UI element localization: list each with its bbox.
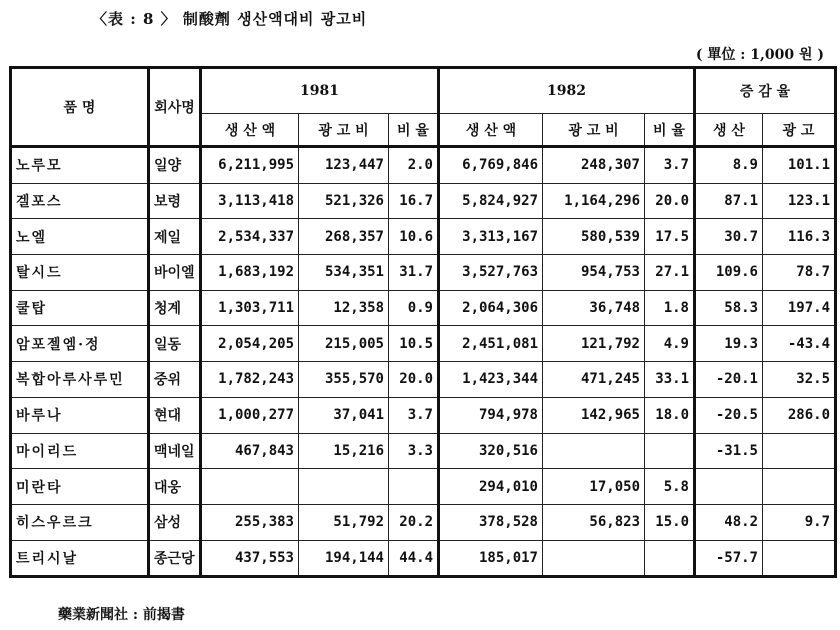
- product-header: 품 명: [11, 68, 149, 147]
- ratio-1982: 1.8: [645, 290, 695, 326]
- advertising-1981: 194,144: [299, 540, 389, 577]
- production-1981: 1,782,243: [201, 362, 299, 398]
- unit-note: ( 單位 : 1,000 원 ): [695, 47, 824, 63]
- table-row: [11, 433, 836, 469]
- change-production: 87.1: [695, 183, 763, 219]
- ratio-1982: 17.5: [645, 219, 695, 255]
- production-1982: 3,527,763: [439, 255, 543, 291]
- production-1982-header: 생 산 액: [439, 114, 543, 147]
- product-name: 트리시날: [11, 540, 149, 577]
- ratio-1982: 18.0: [645, 397, 695, 433]
- ratio-1982: 27.1: [645, 255, 695, 291]
- ratio-1981-header: 비 율: [389, 114, 439, 147]
- advertising-1982: 580,539: [543, 219, 645, 255]
- table-row: [11, 469, 836, 505]
- company-name: 중위: [149, 362, 201, 398]
- advertising-1981: 268,357: [299, 219, 389, 255]
- ratio-1982: 33.1: [645, 362, 695, 398]
- product-name: 암포젤엠·정: [11, 326, 149, 362]
- advertising-1981: 12,358: [299, 290, 389, 326]
- table-row: [11, 397, 836, 433]
- ratio-1981: 3.3: [389, 433, 439, 469]
- advertising-1981: 51,792: [299, 504, 389, 540]
- change-advertising: -43.4: [763, 326, 836, 362]
- change-production: -57.7: [695, 540, 763, 577]
- ratio-1981: 3.7: [389, 397, 439, 433]
- production-1981: 2,054,205: [201, 326, 299, 362]
- change-advertising: [763, 469, 836, 505]
- production-1982: 320,516: [439, 433, 543, 469]
- change-advertising-header: 광 고: [763, 114, 836, 147]
- advertising-1982: 142,965: [543, 397, 645, 433]
- table-row: [11, 362, 836, 398]
- ratio-1981: 2.0: [389, 147, 439, 184]
- source-note: 藥業新聞社 : 前揭書: [58, 607, 185, 623]
- production-1982: 185,017: [439, 540, 543, 577]
- ratio-1981: 10.6: [389, 219, 439, 255]
- production-1982: 794,978: [439, 397, 543, 433]
- production-1981: 3,113,418: [201, 183, 299, 219]
- table-row: [11, 540, 836, 577]
- change-production: -20.1: [695, 362, 763, 398]
- table-body: [11, 147, 836, 577]
- advertising-1981: [299, 469, 389, 505]
- table-row: [11, 504, 836, 540]
- advertising-1982: 1,164,296: [543, 183, 645, 219]
- advertising-1981: 534,351: [299, 255, 389, 291]
- advertising-1982: 56,823: [543, 504, 645, 540]
- company-name: 보령: [149, 183, 201, 219]
- company-name: 삼성: [149, 504, 201, 540]
- ratio-1981: 20.2: [389, 504, 439, 540]
- company-name: 현대: [149, 397, 201, 433]
- table-row: [11, 183, 836, 219]
- change-production: 19.3: [695, 326, 763, 362]
- production-1981: 255,383: [201, 504, 299, 540]
- year-1981-header: 1981: [201, 68, 439, 114]
- ratio-1982: 20.0: [645, 183, 695, 219]
- production-1982: 294,010: [439, 469, 543, 505]
- ratio-1981: 44.4: [389, 540, 439, 577]
- change-advertising: [763, 433, 836, 469]
- year-1982-header: 1982: [439, 68, 695, 114]
- ratio-1981: 0.9: [389, 290, 439, 326]
- production-1982: 2,451,081: [439, 326, 543, 362]
- product-name: 탈시드: [11, 255, 149, 291]
- company-name: 바이엘: [149, 255, 201, 291]
- change-production: -31.5: [695, 433, 763, 469]
- company-name: 종근당: [149, 540, 201, 577]
- ratio-1982: 4.9: [645, 326, 695, 362]
- product-name: 히스우르크: [11, 504, 149, 540]
- change-advertising: 197.4: [763, 290, 836, 326]
- company-name: 청계: [149, 290, 201, 326]
- change-production: 8.9: [695, 147, 763, 184]
- advertising-1981: 215,005: [299, 326, 389, 362]
- change-advertising: 116.3: [763, 219, 836, 255]
- ratio-1982: [645, 540, 695, 577]
- change-production: -20.5: [695, 397, 763, 433]
- advertising-1982: 121,792: [543, 326, 645, 362]
- ratio-1981: 20.0: [389, 362, 439, 398]
- change-production-header: 생 산: [695, 114, 763, 147]
- change-production: 58.3: [695, 290, 763, 326]
- product-name: 미란타: [11, 469, 149, 505]
- production-1981-header: 생 산 액: [201, 114, 299, 147]
- ratio-1981: 10.5: [389, 326, 439, 362]
- change-production: 30.7: [695, 219, 763, 255]
- production-1982: 378,528: [439, 504, 543, 540]
- production-1981: 6,211,995: [201, 147, 299, 184]
- production-1982: 5,824,927: [439, 183, 543, 219]
- table-row: [11, 255, 836, 291]
- product-name: 노엘: [11, 219, 149, 255]
- change-production: 109.6: [695, 255, 763, 291]
- production-1982: 3,313,167: [439, 219, 543, 255]
- advertising-1982: 36,748: [543, 290, 645, 326]
- company-header: 회사명: [149, 68, 201, 147]
- ratio-1982-header: 비 율: [645, 114, 695, 147]
- company-name: 맥네일: [149, 433, 201, 469]
- product-name: 바루나: [11, 397, 149, 433]
- ratio-1982: 15.0: [645, 504, 695, 540]
- production-1981: 467,843: [201, 433, 299, 469]
- data-table: [9, 66, 837, 578]
- company-name: 일동: [149, 326, 201, 362]
- production-1981: 1,683,192: [201, 255, 299, 291]
- ratio-1981: [389, 469, 439, 505]
- table-row: [11, 326, 836, 362]
- product-name: 마이리드: [11, 433, 149, 469]
- advertising-1982-header: 광 고 비: [543, 114, 645, 147]
- production-1982: 1,423,344: [439, 362, 543, 398]
- production-1981: 1,000,277: [201, 397, 299, 433]
- advertising-1981: 15,216: [299, 433, 389, 469]
- ratio-1982: 5.8: [645, 469, 695, 505]
- product-name: 겔포스: [11, 183, 149, 219]
- change-advertising: 32.5: [763, 362, 836, 398]
- change-rate-header: 증 감 율: [695, 68, 836, 114]
- advertising-1982: [543, 433, 645, 469]
- advertising-1982: [543, 540, 645, 577]
- change-advertising: 286.0: [763, 397, 836, 433]
- company-name: 일양: [149, 147, 201, 184]
- change-advertising: 78.7: [763, 255, 836, 291]
- change-advertising: 9.7: [763, 504, 836, 540]
- change-production: 48.2: [695, 504, 763, 540]
- ratio-1981: 16.7: [389, 183, 439, 219]
- table-row: [11, 147, 836, 184]
- production-1982: 6,769,846: [439, 147, 543, 184]
- product-name: 복합아루사루민: [11, 362, 149, 398]
- advertising-1981-header: 광 고 비: [299, 114, 389, 147]
- production-1981: [201, 469, 299, 505]
- advertising-1982: 954,753: [543, 255, 645, 291]
- product-name: 노루모: [11, 147, 149, 184]
- ratio-1982: [645, 433, 695, 469]
- product-name: 쿨탑: [11, 290, 149, 326]
- ratio-1982: 3.7: [645, 147, 695, 184]
- change-advertising: 101.1: [763, 147, 836, 184]
- table-title: 〈表 : 8 〉 制酸劑 생산액대비 광고비: [92, 10, 368, 28]
- change-production: [695, 469, 763, 505]
- advertising-1982: 17,050: [543, 469, 645, 505]
- advertising-1981: 37,041: [299, 397, 389, 433]
- company-name: 제일: [149, 219, 201, 255]
- advertising-1981: 521,326: [299, 183, 389, 219]
- production-1981: 2,534,337: [201, 219, 299, 255]
- advertising-1982: 248,307: [543, 147, 645, 184]
- advertising-1981: 123,447: [299, 147, 389, 184]
- advertising-1981: 355,570: [299, 362, 389, 398]
- company-name: 대웅: [149, 469, 201, 505]
- production-1981: 1,303,711: [201, 290, 299, 326]
- table-row: [11, 290, 836, 326]
- table-row: [11, 219, 836, 255]
- advertising-1982: 471,245: [543, 362, 645, 398]
- ratio-1981: 31.7: [389, 255, 439, 291]
- change-advertising: [763, 540, 836, 577]
- production-1981: 437,553: [201, 540, 299, 577]
- production-1982: 2,064,306: [439, 290, 543, 326]
- change-advertising: 123.1: [763, 183, 836, 219]
